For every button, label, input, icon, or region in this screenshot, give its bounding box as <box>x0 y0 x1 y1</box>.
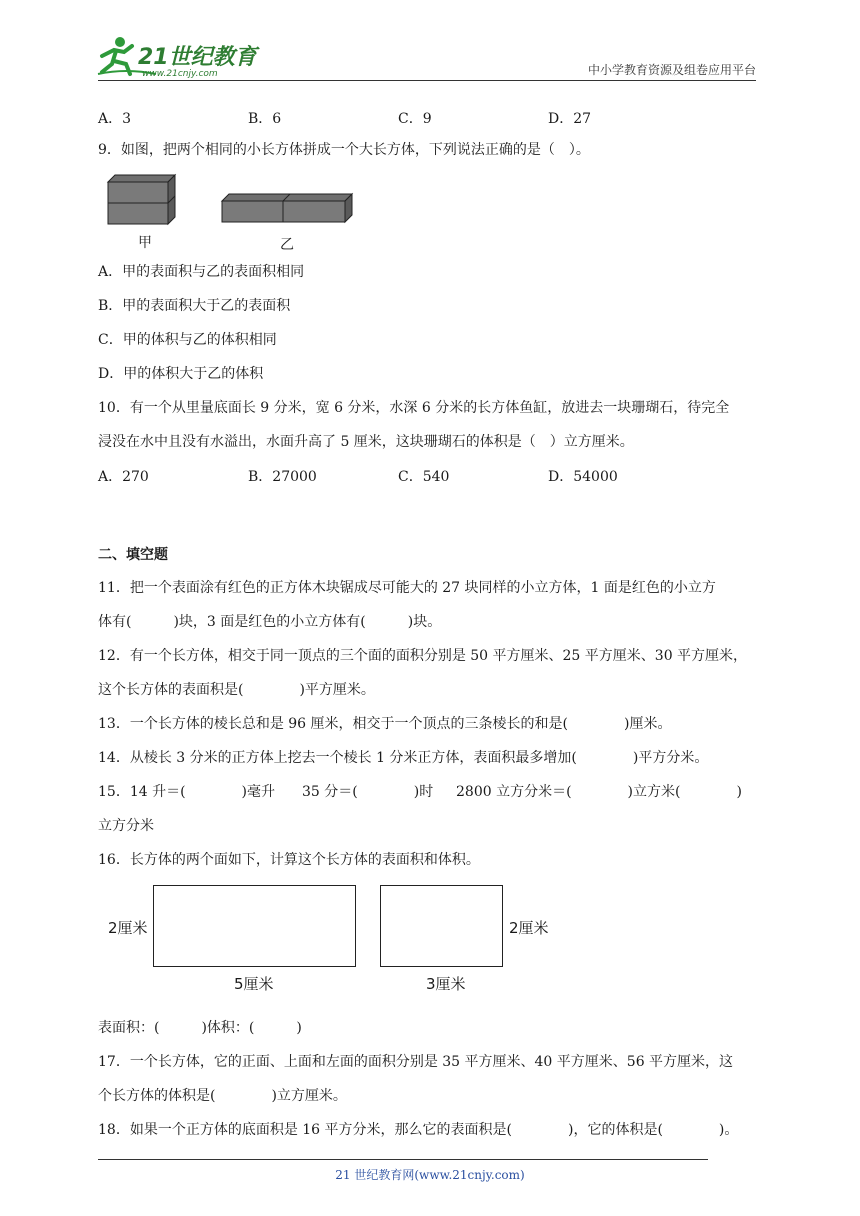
q8-option-c: C．9 <box>398 111 432 127</box>
q12-line-2: 这个长方体的表面积是( )平方厘米。 <box>98 682 375 698</box>
rect1-side-label: 2厘米 <box>108 919 148 937</box>
q10-option-d: D．54000 <box>548 469 618 485</box>
site-logo <box>96 34 266 78</box>
q8-option-b: B．6 <box>248 111 282 127</box>
q15-part-3: 2800 立方分米＝( )立方米( ) <box>456 784 742 800</box>
section-title: 二、填空题 <box>98 547 168 563</box>
logo-url: www.21cnjy.com <box>142 69 218 78</box>
face-rect-2 <box>380 885 503 967</box>
q12-line-1: 12．有一个长方体，相交于同一顶点的三个面的面积分别是 50 平方厘米、25 平方厘米、30 平方厘米， <box>98 648 748 664</box>
runner-logo-icon <box>96 34 266 78</box>
q16-stem: 16．长方体的两个面如下，计算这个长方体的表面积和体积。 <box>98 852 480 868</box>
q9-label-b: 乙 <box>280 237 294 253</box>
q15-line-2: 立方分米 <box>98 818 154 834</box>
q15-part-1: 15．14 升＝( )毫升 <box>98 784 276 800</box>
logo-title: 21世纪教育 <box>138 45 257 70</box>
q9-option-a: A．甲的表面积与乙的表面积相同 <box>98 264 305 280</box>
q8-option-a: A．3 <box>98 111 132 127</box>
q8-option-d: D．27 <box>548 111 592 127</box>
rect2-bottom-label: 3厘米 <box>426 975 466 993</box>
q15-part-2: 35 分＝( )时 <box>302 784 434 800</box>
q10-line-1: 10．有一个从里量底面长 9 分米，宽 6 分米，水深 6 分米的长方体鱼缸，放进去一块珊瑚石，待完全 <box>98 400 730 416</box>
q11-line-2: 体有( )块，3 面是红色的小立方体有( )块。 <box>98 614 442 630</box>
box-stack-a <box>108 175 175 224</box>
q18-text: 18．如果一个正方体的底面积是 16 平方分米，那么它的表面积是( )，它的体积是( )。 <box>98 1122 739 1138</box>
q9-figure <box>104 172 364 232</box>
rect1-bottom-label: 5厘米 <box>234 975 274 993</box>
footer-link[interactable]: 21 世纪教育网(www.21cnjy.com) <box>335 1168 525 1182</box>
footer-divider <box>98 1159 708 1160</box>
header-divider <box>98 80 756 81</box>
q14-text: 14．从棱长 3 分米的正方体上挖去一个棱长 1 分米正方体，表面积最多增加( )平方分米。 <box>98 750 709 766</box>
q10-option-c: C．540 <box>398 469 450 485</box>
q17-line-1: 17．一个长方体，它的正面、上面和左面的面积分别是 35 平方厘米、40 平方厘米、56 平方厘米，这 <box>98 1054 734 1070</box>
q10-option-a: A．270 <box>98 469 149 485</box>
q9-label-a: 甲 <box>138 235 152 251</box>
q17-line-2: 个长方体的体积是( )立方厘米。 <box>98 1088 347 1104</box>
face-rect-1 <box>153 885 356 967</box>
q9-option-b: B．甲的表面积大于乙的表面积 <box>98 298 291 314</box>
q10-line-2: 浸没在水中且没有水溢出，水面升高了 5 厘米，这块珊瑚石的体积是（ ）立方厘米。 <box>98 434 634 450</box>
q11-line-1: 11．把一个表面涂有红色的正方体木块锯成尽可能大的 27 块同样的小立方体，1 面是红色的小立方 <box>98 580 716 596</box>
q9-option-d: D．甲的体积大于乙的体积 <box>98 366 264 382</box>
q13-text: 13．一个长方体的棱长总和是 96 厘米，相交于一个顶点的三条棱长的和是( )厘米。 <box>98 716 672 732</box>
q16-answer: 表面积：( )体积：( ) <box>98 1020 302 1036</box>
q9-option-c: C．甲的体积与乙的体积相同 <box>98 332 277 348</box>
q9-stem: 9．如图，把两个相同的小长方体拼成一个大长方体，下列说法正确的是（ ）。 <box>98 142 590 158</box>
q10-option-b: B．27000 <box>248 469 317 485</box>
box-row-b <box>222 194 352 222</box>
rect2-side-label: 2厘米 <box>509 919 549 937</box>
platform-name: 中小学教育资源及组卷应用平台 <box>587 63 756 77</box>
